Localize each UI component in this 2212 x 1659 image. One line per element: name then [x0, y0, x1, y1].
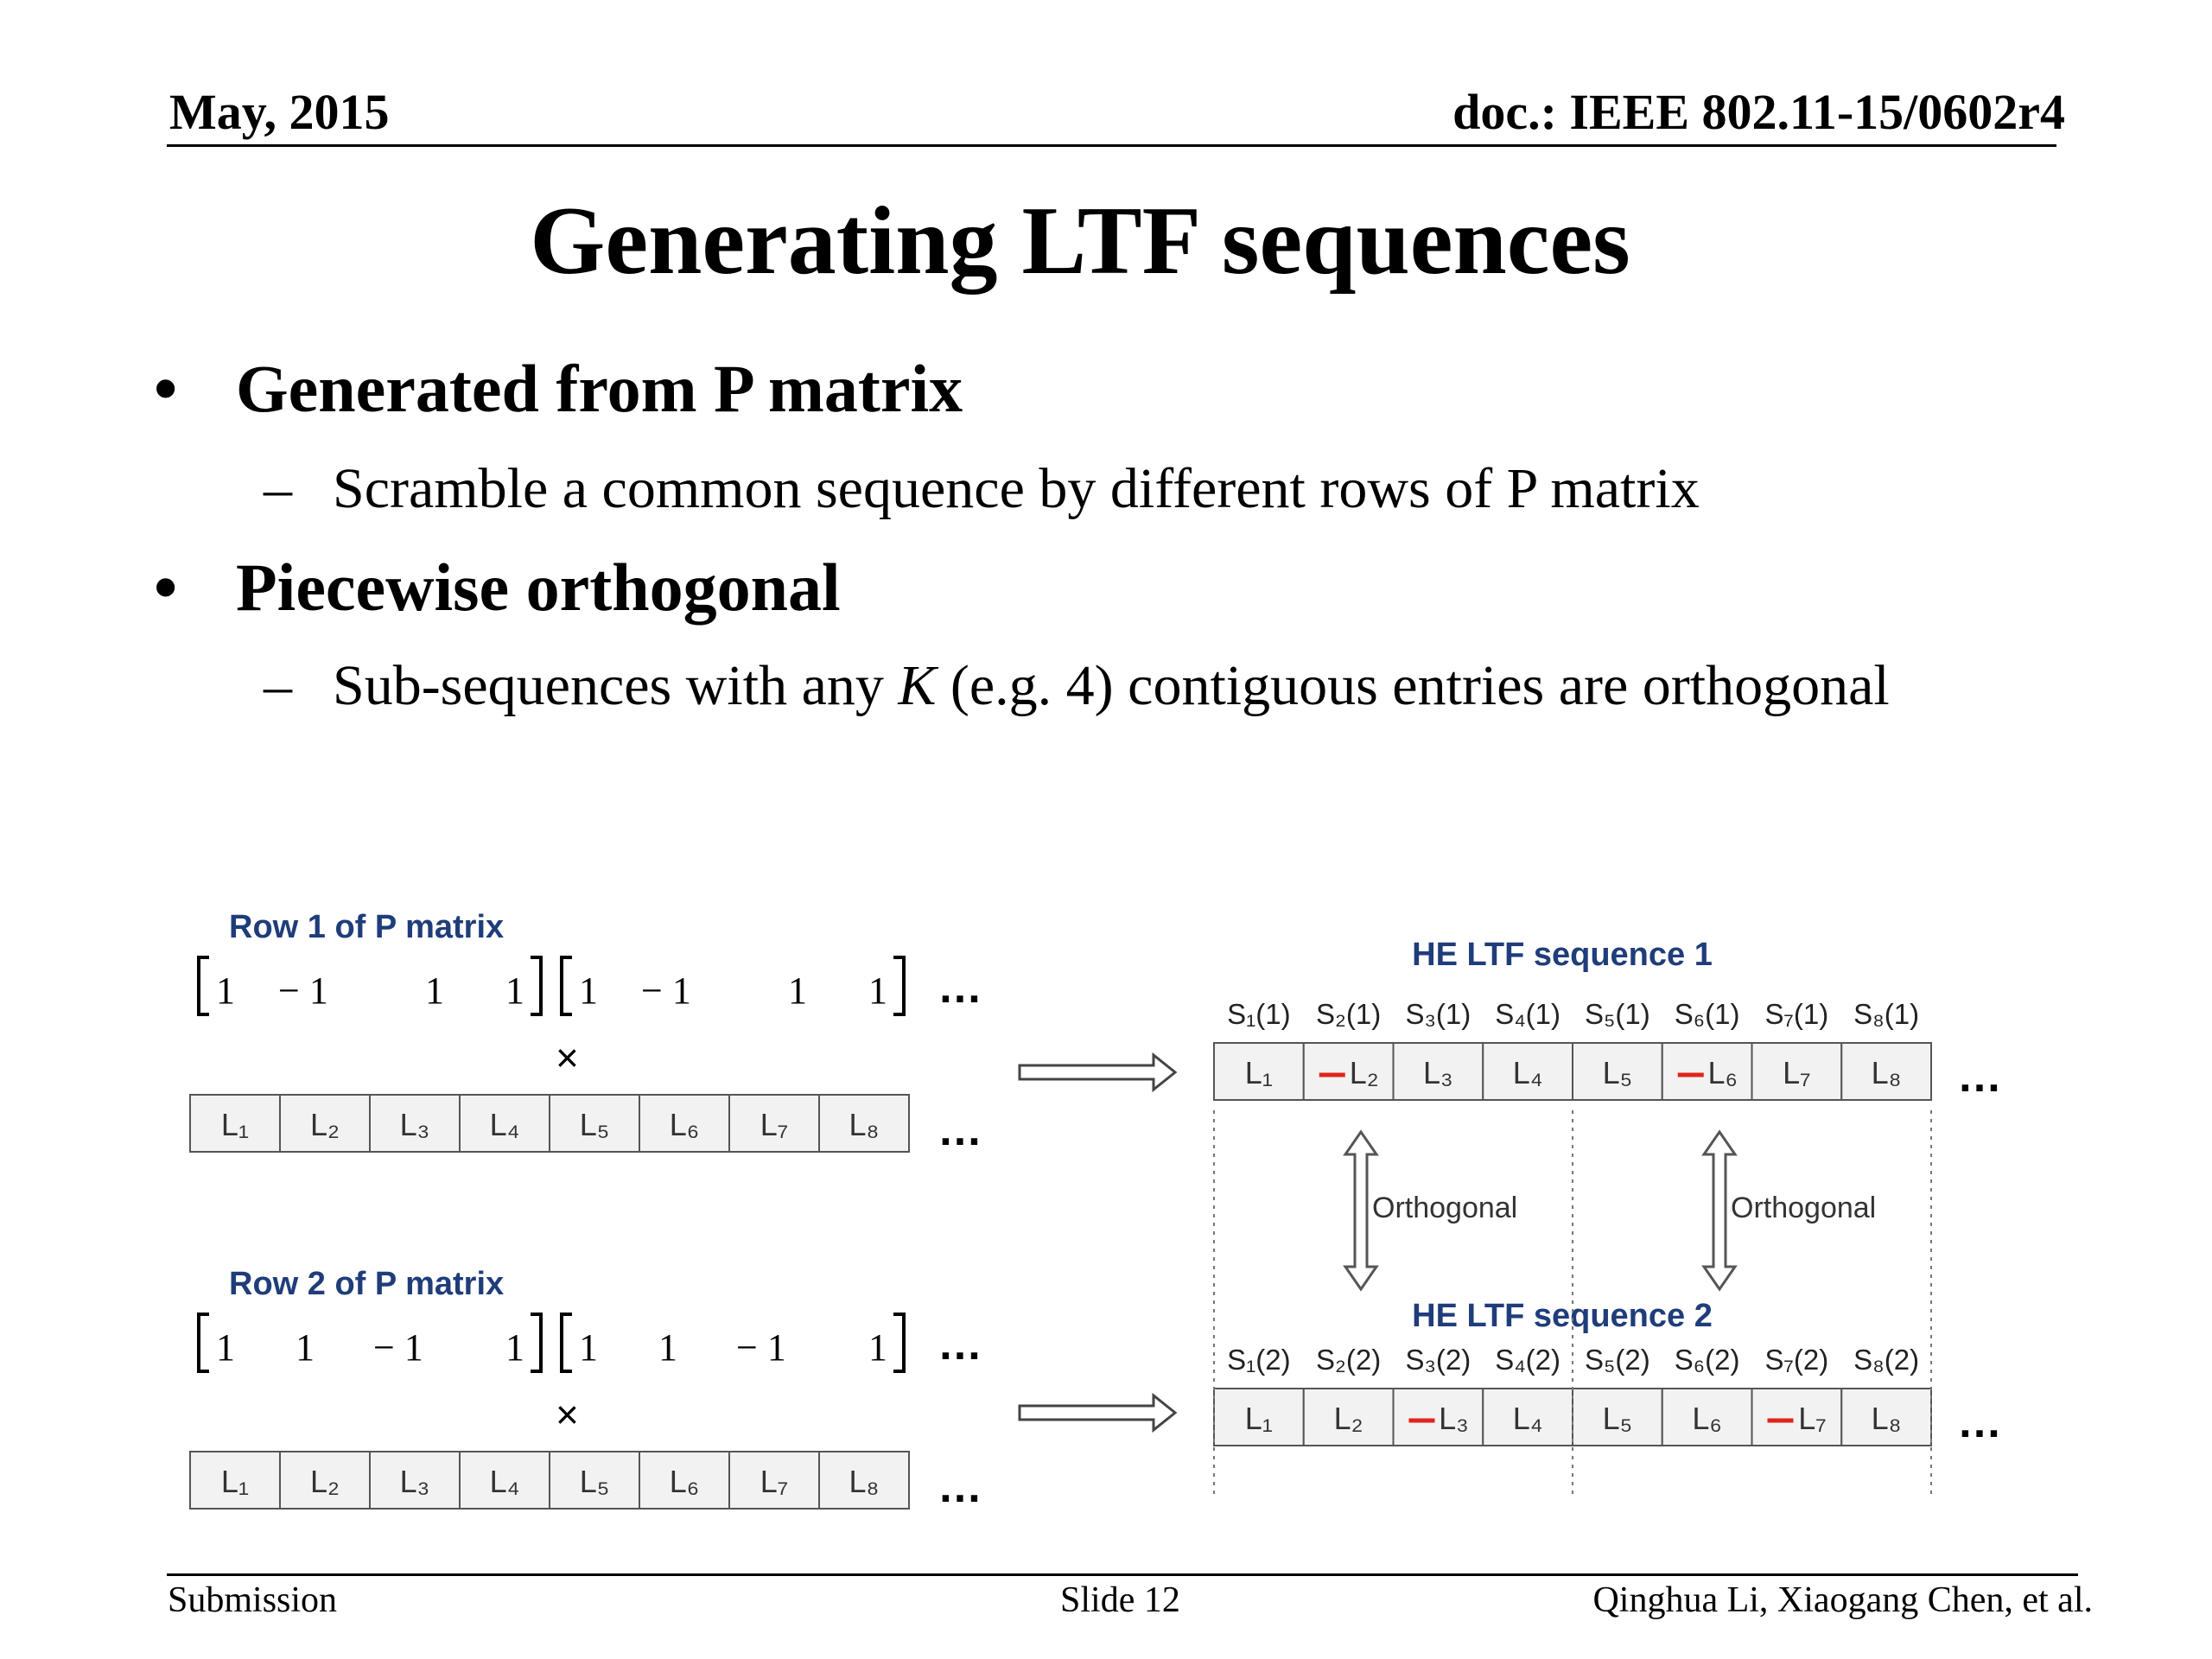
matrix-bracket-right [531, 1314, 541, 1371]
ltf-cell-label: L₄ [489, 1107, 520, 1142]
matrix-bracket-right [531, 957, 541, 1014]
matrix-entry: − 1 [278, 969, 328, 1012]
ellipsis: … [938, 1105, 982, 1155]
he-ltf-cell-label: L₆ [1707, 1055, 1738, 1090]
ltf-cell-label: L₈ [849, 1107, 880, 1142]
matrix-entry: 1 [216, 969, 235, 1012]
sequence-index-label: S₂(1) [1316, 998, 1382, 1030]
sequence-index-label: S₈(2) [1853, 1344, 1920, 1376]
matrix-bracket-left [199, 957, 209, 1014]
arrow-right-icon [1020, 1055, 1175, 1090]
matrix-entry: 1 [425, 969, 444, 1012]
matrix-entry: − 1 [373, 1326, 423, 1369]
he-ltf-cell-label: L₇ [1798, 1401, 1827, 1436]
sub-bullet-1-text: Scramble a common sequence by different rows of P matrix [333, 457, 1700, 520]
he-ltf-cell-label: L₇ [1783, 1055, 1811, 1090]
matrix-entry: 1 [579, 1326, 598, 1369]
ellipsis: … [1957, 1397, 2002, 1447]
ltf-cell-label: L₂ [310, 1464, 340, 1499]
ltf-cell-label: L₅ [579, 1107, 610, 1142]
matrix-entry: 1 [579, 969, 598, 1012]
sequence-index-label: S₄(1) [1495, 998, 1561, 1030]
footer-submission: Submission [168, 1580, 338, 1620]
sub-bullet-2-part-a: Sub-sequences with any [333, 654, 899, 717]
matrix-bracket-left [562, 957, 572, 1014]
he-ltf-cell-label: L₁ [1244, 1055, 1273, 1090]
ellipsis: … [938, 1462, 982, 1512]
sequence-index-label: S₇(1) [1764, 998, 1829, 1030]
ltf-cell-label: L₁ [220, 1107, 250, 1142]
bullet-1-text: Generated from P matrix [236, 351, 963, 426]
ltf-cell-label: L₇ [760, 1464, 789, 1499]
ltf-cell-label: L₆ [669, 1107, 700, 1142]
matrix-bracket-right [893, 1314, 904, 1371]
ltf-cell-label: L₂ [310, 1107, 340, 1142]
he-ltf-cell-label: L₅ [1602, 1055, 1633, 1090]
ltf-cell-label: L₅ [579, 1464, 610, 1499]
bullet-2-text: Piecewise orthogonal [236, 550, 841, 625]
times-sign: × [556, 1392, 579, 1437]
ltf-cell-label: L₃ [399, 1464, 430, 1499]
slide-title: Generating LTF sequences [530, 188, 1630, 295]
orthogonal-label: Orthogonal [1372, 1192, 1518, 1224]
matrix-entry: 1 [216, 1326, 235, 1369]
header-date: May, 2015 [169, 84, 390, 140]
he-ltf-sequence-label: HE LTF sequence 1 [1412, 937, 1713, 973]
ellipsis: … [938, 1319, 982, 1370]
he-ltf-cell-label: L₈ [1871, 1055, 1902, 1090]
sequence-index-label: S₂(2) [1316, 1344, 1382, 1376]
matrix-entry: 1 [505, 1326, 524, 1369]
bullet-dot: • [154, 351, 178, 426]
matrix-entry: − 1 [736, 1326, 786, 1369]
matrix-bracket-right [893, 957, 904, 1014]
sub-bullet-2-var-k: K [898, 654, 937, 717]
sequence-index-label: S₆(2) [1674, 1344, 1740, 1376]
sub-bullet-dash: – [264, 654, 292, 717]
orthogonal-label: Orthogonal [1731, 1192, 1877, 1224]
matrix-entry: 1 [658, 1326, 677, 1369]
he-ltf-cell-label: L₈ [1871, 1401, 1902, 1436]
ltf-cell-label: L₃ [399, 1107, 430, 1142]
sequence-index-label: S₁(1) [1227, 998, 1291, 1030]
sequence-index-label: S₅(1) [1585, 998, 1650, 1030]
ltf-cell-label: L₄ [489, 1464, 520, 1499]
he-ltf-cell [1304, 1043, 1394, 1100]
matrix-entry: 1 [868, 969, 887, 1012]
he-ltf-cell-label: L₃ [1423, 1055, 1453, 1090]
he-ltf-cell-label: L₃ [1439, 1401, 1469, 1436]
he-ltf-cell-label: L₂ [1349, 1055, 1379, 1090]
ltf-cell-label: L₈ [849, 1464, 880, 1499]
matrix-entry: 1 [868, 1326, 887, 1369]
matrix-entry: 1 [296, 1326, 315, 1369]
ltf-cell-label: L₆ [669, 1464, 700, 1499]
he-ltf-sequence-label: HE LTF sequence 2 [1412, 1298, 1713, 1334]
matrix-entry: 1 [505, 969, 524, 1012]
header-doc-id: doc.: IEEE 802.11-15/0602r4 [1452, 84, 2065, 140]
arrow-right-icon [1020, 1395, 1175, 1430]
ellipsis: … [938, 963, 982, 1013]
ltf-cell-label: L₁ [220, 1464, 250, 1499]
footer-slide-number: Slide 12 [1060, 1580, 1180, 1620]
ellipsis: … [1957, 1052, 2002, 1102]
matrix-bracket-left [199, 1314, 209, 1371]
he-ltf-cell-label: L₄ [1512, 1055, 1543, 1090]
matrix-entry: − 1 [641, 969, 691, 1012]
he-ltf-cell-label: L₅ [1602, 1401, 1633, 1436]
sequence-index-label: S₃(2) [1405, 1344, 1471, 1376]
sub-bullet-dash: – [264, 457, 292, 520]
sequence-index-label: S₈(1) [1853, 998, 1920, 1030]
sub-bullet-2-part-b: (e.g. 4) contiguous entries are orthogonal [936, 654, 1890, 717]
p-matrix-row-label: Row 1 of P matrix [229, 909, 505, 945]
ltf-cell-label: L₇ [760, 1107, 789, 1142]
sequence-index-label: S₃(1) [1405, 998, 1471, 1030]
he-ltf-cell-label: L₁ [1244, 1401, 1273, 1436]
sequence-index-label: S₆(1) [1674, 998, 1740, 1030]
he-ltf-cell-label: L₂ [1333, 1401, 1363, 1436]
times-sign: × [556, 1035, 579, 1080]
he-ltf-cell-label: L₄ [1512, 1401, 1543, 1436]
footer-authors: Qinghua Li, Xiaogang Chen, et al. [1592, 1580, 2093, 1620]
matrix-bracket-left [562, 1314, 572, 1371]
sequence-index-label: S₅(2) [1585, 1344, 1650, 1376]
bullet-dot: • [154, 550, 178, 625]
sequence-index-label: S₁(2) [1227, 1344, 1291, 1376]
matrix-entry: 1 [788, 969, 807, 1012]
p-matrix-row-label: Row 2 of P matrix [229, 1266, 505, 1302]
sequence-index-label: S₄(2) [1495, 1344, 1561, 1376]
sequence-index-label: S₇(2) [1764, 1344, 1829, 1376]
he-ltf-cell [1752, 1389, 1842, 1446]
he-ltf-cell-label: L₆ [1692, 1401, 1722, 1436]
footer-rule [167, 1573, 2078, 1576]
